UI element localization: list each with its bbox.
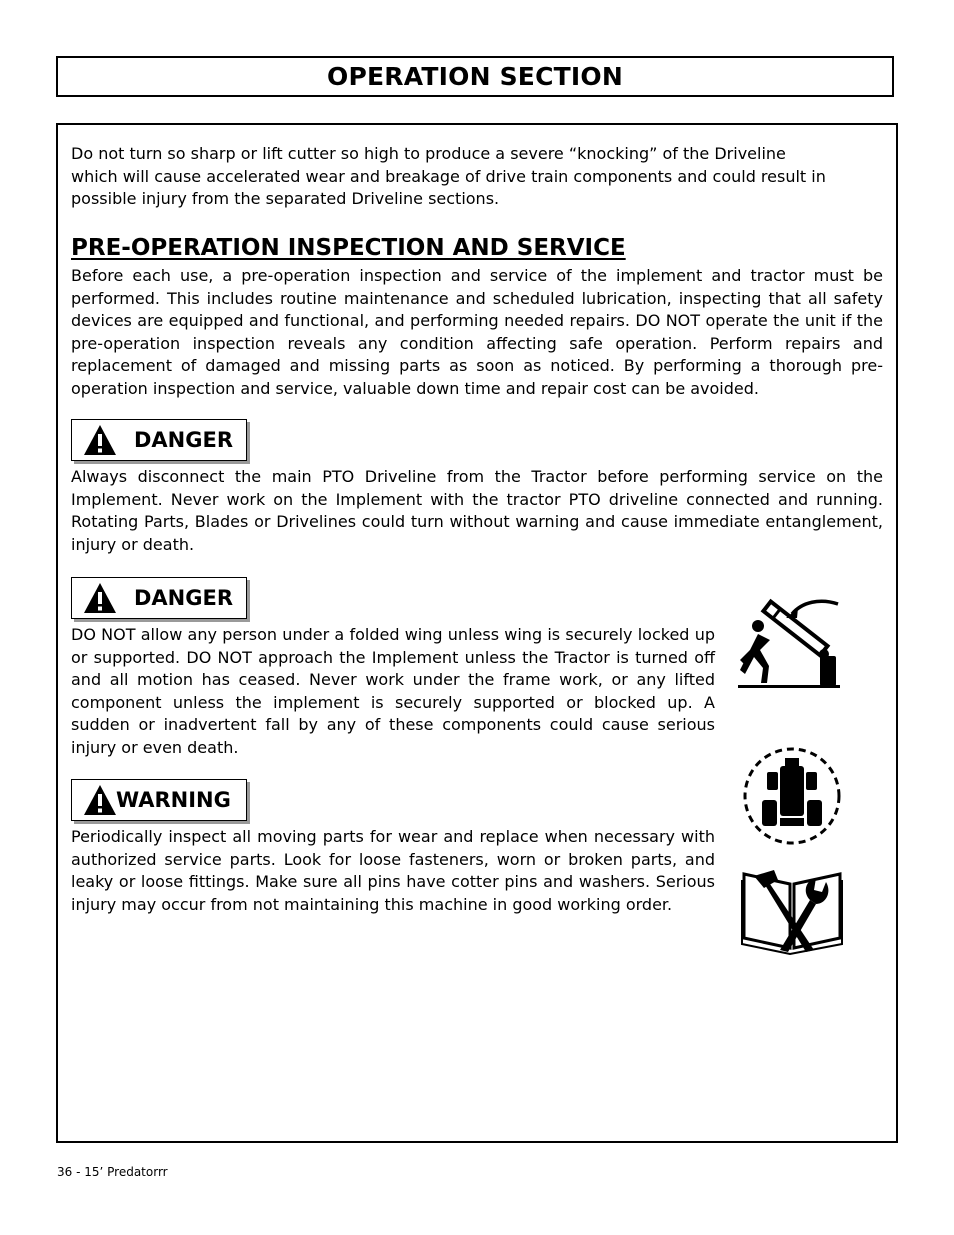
falling-wing-crush-hazard-icon: [736, 596, 842, 690]
section-title: OPERATION SECTION: [327, 62, 623, 91]
preop-paragraph: Before each use, a pre-operation inspection and service of the implement and tractor must be performed. This includes routine maintenance and scheduled lubrication, inspecting that all safety devices are equipped and functional, and performing needed repairs. DO NOT operate the unit if the pre-operation inspection reveals any condition affecting safe operation. Perform repairs and replacement of damaged and missing parts as soon as noticed. By performing a thorough pre-operation inspection and service, valuable down time and repair cost can be avoided.: [71, 266, 883, 398]
page-footer: 36 - 15’ Predatorrr: [57, 1165, 168, 1179]
danger-paragraph-wing: DO NOT allow any person under a folded wing unless wing is securely locked up or supported. DO NOT approach the Implement unless the Tractor is turned off and all motion has ceased. Never work under the frame work, or any lifted component unless the implement is securely supported or blocked up. A sudden or inadvertent fall by any of these components could cause serious injury or even death.: [71, 625, 715, 757]
safety-alert-triangle-icon: [83, 784, 117, 816]
warning-label: WARNING: [116, 788, 231, 812]
safety-alert-triangle-icon: [83, 582, 117, 614]
section-header: [56, 56, 894, 97]
safety-alert-triangle-icon: [83, 424, 117, 456]
warning-paragraph: Periodically inspect all moving parts for wear and replace when necessary with authorized service parts. Look for loose fasteners, worn or broken parts, and leaky or loose fittings. Make sure all pins have cotter pins and washers. Serious injury may occur from not maintaining this machine in good working order.: [71, 827, 715, 914]
danger-signal-box: [71, 577, 247, 619]
danger-signal-box: [71, 419, 247, 461]
danger-label: DANGER: [134, 428, 234, 452]
danger-label: DANGER: [134, 586, 234, 610]
danger-paragraph-pto: Always disconnect the main PTO Driveline from the Tractor before performing service on the Implement. Never work on the Implement with the tractor PTO driveline connected and running. Rotating Parts, Blades or Drivelines could turn without warning and cause immediate entanglement, injury or death.: [71, 467, 883, 554]
tractor-shutdown-icon: [740, 744, 844, 848]
intro-paragraph: Do not turn so sharp or lift cutter so high to produce a severe “knocking” of the Driveline which will cause accelerated wear and breakage of drive train components and could result in possible injury from the separated Driveline sections.: [71, 144, 826, 208]
warning-signal-box: [71, 779, 247, 821]
service-manual-tools-icon: [740, 862, 844, 956]
preop-heading: PRE-OPERATION INSPECTION AND SERVICE: [71, 235, 626, 261]
